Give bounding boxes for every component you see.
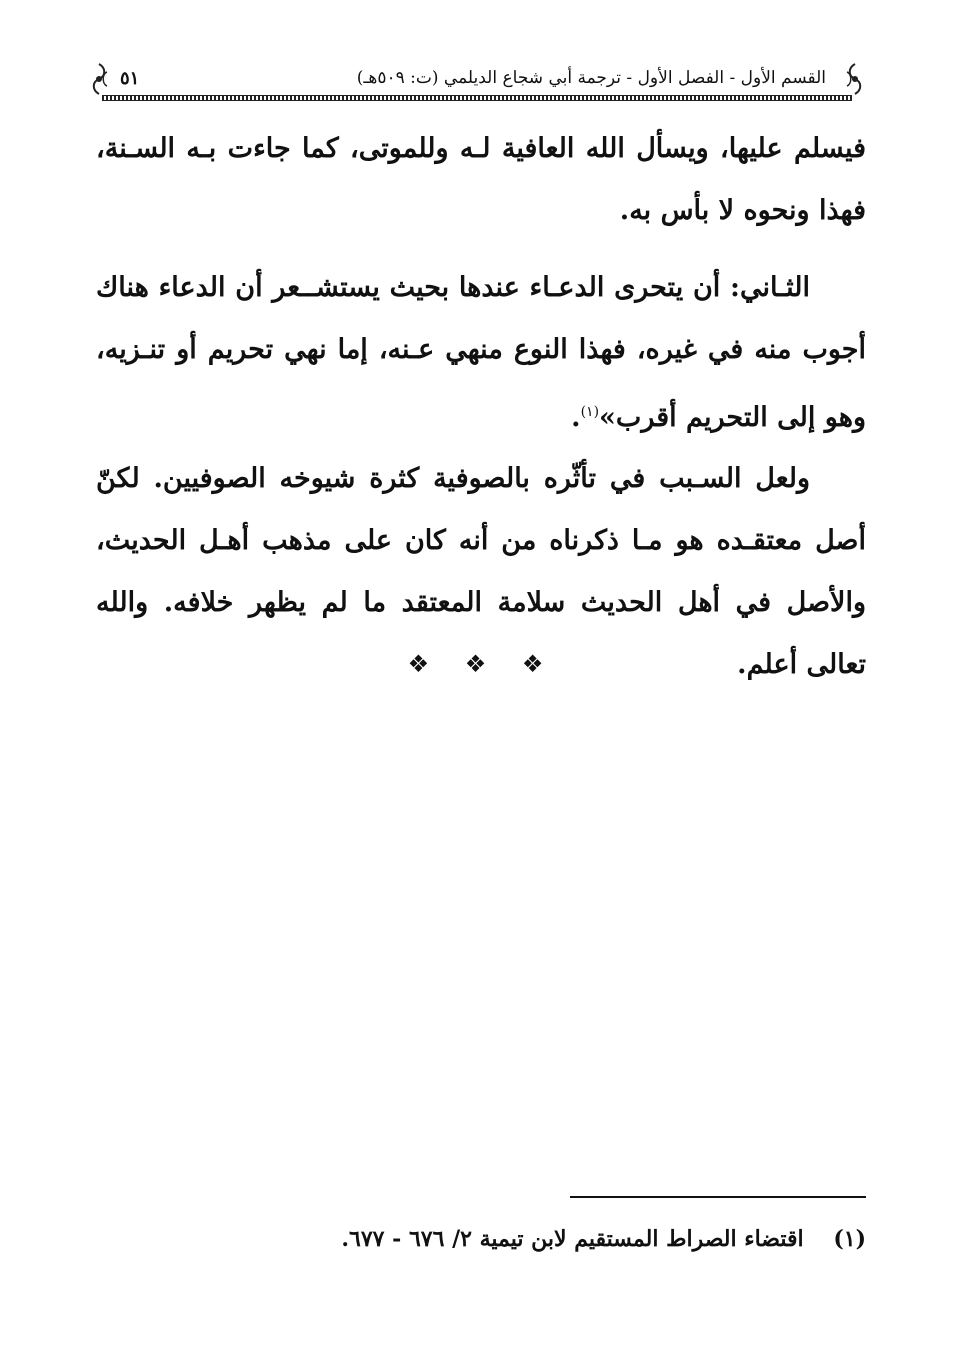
footnote-1 xyxy=(200,1226,866,1252)
running-header xyxy=(88,62,866,102)
header-rule xyxy=(102,95,852,101)
section-separator: ❖ ❖ ❖ xyxy=(407,650,558,678)
paragraph-3-text: ولعل السـبب في تأثّره بالصوفية كثرة شيوخه الصوفيين. لكنّ أصل معتقـده هو مـا ذكرناه من أنه كان على مذهب أهـل الحديث، والأصل في أهل الحديث سلامة المعتقد ما لم يظهر خلافه. والله تعالى أعلم. xyxy=(96,463,866,680)
header-title: القسم الأول - الفصل الأول - ترجمة أبي شجاع الديلمي (ت: ٥٠٩هـ) xyxy=(356,68,826,88)
paragraph-1 xyxy=(96,118,866,242)
paragraph-2-text: الثـاني: أن يتحرى الدعـاء عندها بحيث يستشــعر أن الدعاء هناك أجوب منه في غيره، فهذا النوع منهي عـنه، إما نهي تحريم أو تنـزيه، وهو إلى التحريم أقرب» xyxy=(96,272,866,433)
paragraph-2-tail: . xyxy=(571,402,581,433)
footnote-text: اقتضاء الصراط المستقيم لابن تيمية ٢/ ٦٧٦ - ٦٧٧. xyxy=(341,1226,804,1252)
ornament-left-icon xyxy=(88,62,110,96)
paragraph-2 xyxy=(96,257,866,449)
paragraph-1-text: فيسلم عليها، ويسأل الله العافية لـه وللموتى، كما جاءت بـه السـنة، فهذا ونحوه لا بأس به. xyxy=(96,133,866,226)
footnote-marker[interactable]: (١) xyxy=(580,404,600,420)
page-number: ٥١ xyxy=(120,68,140,89)
ornament-right-icon xyxy=(844,62,866,96)
footnote-number: (١) xyxy=(833,1226,866,1252)
footnote-rule xyxy=(570,1196,866,1198)
